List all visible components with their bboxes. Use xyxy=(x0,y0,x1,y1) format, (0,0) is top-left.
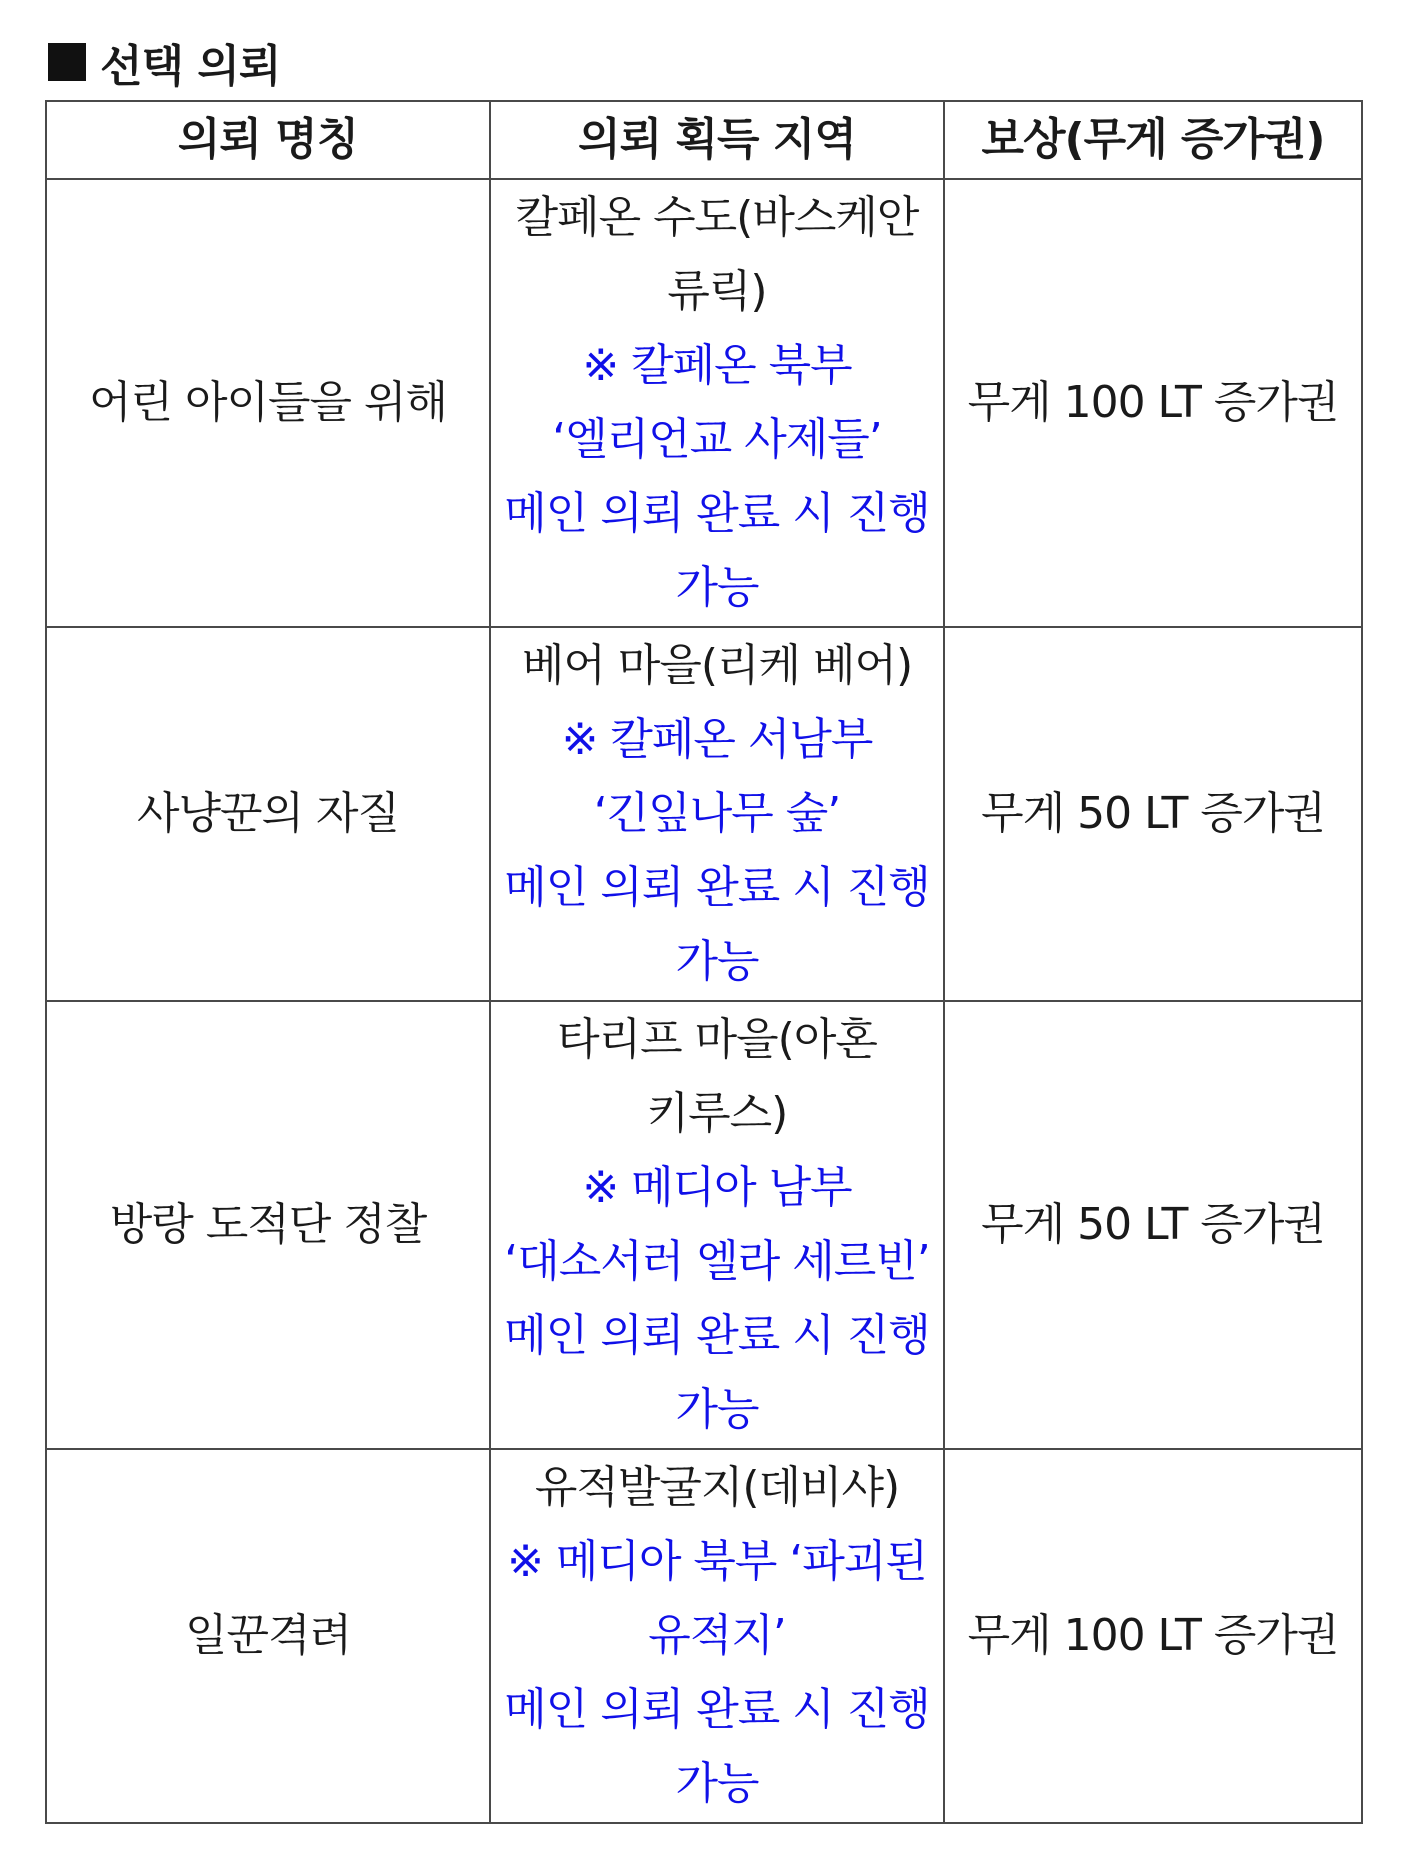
square-bullet-icon xyxy=(48,43,86,81)
table-row xyxy=(46,627,1362,1001)
quest-condition-note: 메인 의뢰 완료 시 진행 가능 xyxy=(504,1684,930,1809)
quest-prerequisite-note: ※ 메디아 남부 ‘대소서러 엘라 세르빈’ xyxy=(504,1162,930,1287)
table-row xyxy=(46,179,1362,627)
quest-region-cell xyxy=(490,1001,944,1449)
quest-location: 베어 마을(리케 베어) xyxy=(521,640,913,691)
reward-cell: 무게 100 LT 증가권 xyxy=(944,179,1362,627)
quest-name-cell: 일꾼격려 xyxy=(46,1449,490,1823)
quest-condition-note: 메인 의뢰 완료 시 진행 가능 xyxy=(504,1310,930,1435)
reward-cell: 무게 100 LT 증가권 xyxy=(944,1449,1362,1823)
quest-location: 타리프 마을(아혼 키루스) xyxy=(557,1014,877,1139)
reward-cell: 무게 50 LT 증가권 xyxy=(944,1001,1362,1449)
quest-region-cell xyxy=(490,1449,944,1823)
quest-region-cell xyxy=(490,627,944,1001)
header-quest-name: 의뢰 명칭 xyxy=(46,101,490,179)
reward-cell: 무게 50 LT 증가권 xyxy=(944,627,1362,1001)
quest-prerequisite-note: ※ 메디아 북부 ‘파괴된 유적지’ xyxy=(507,1536,927,1661)
table-row xyxy=(46,1001,1362,1449)
quest-condition-note: 메인 의뢰 완료 시 진행 가능 xyxy=(504,488,930,613)
quest-region-cell xyxy=(490,179,944,627)
header-quest-region: 의뢰 획득 지역 xyxy=(490,101,944,179)
quest-location: 칼페온 수도(바스케안 류릭) xyxy=(515,192,919,317)
table-header-row xyxy=(46,101,1362,179)
header-reward: 보상(무게 증가권) xyxy=(944,101,1362,179)
quest-condition-note: 메인 의뢰 완료 시 진행 가능 xyxy=(504,862,930,987)
quest-prerequisite-note: ※ 칼페온 서남부 ‘긴잎나무 숲’ xyxy=(561,714,873,839)
quest-prerequisite-note: ※ 칼페온 북부 ‘엘리언교 사제들’ xyxy=(552,340,882,465)
quest-name-cell: 어린 아이들을 위해 xyxy=(46,179,490,627)
optional-quest-table xyxy=(45,100,1363,1824)
quest-name-cell: 방랑 도적단 정찰 xyxy=(46,1001,490,1449)
table-row xyxy=(46,1449,1362,1823)
section-heading xyxy=(48,30,280,94)
quest-name-cell: 사냥꾼의 자질 xyxy=(46,627,490,1001)
section-title-text: 선택 의뢰 xyxy=(100,41,281,92)
quest-location: 유적발굴지(데비샤) xyxy=(534,1462,900,1513)
